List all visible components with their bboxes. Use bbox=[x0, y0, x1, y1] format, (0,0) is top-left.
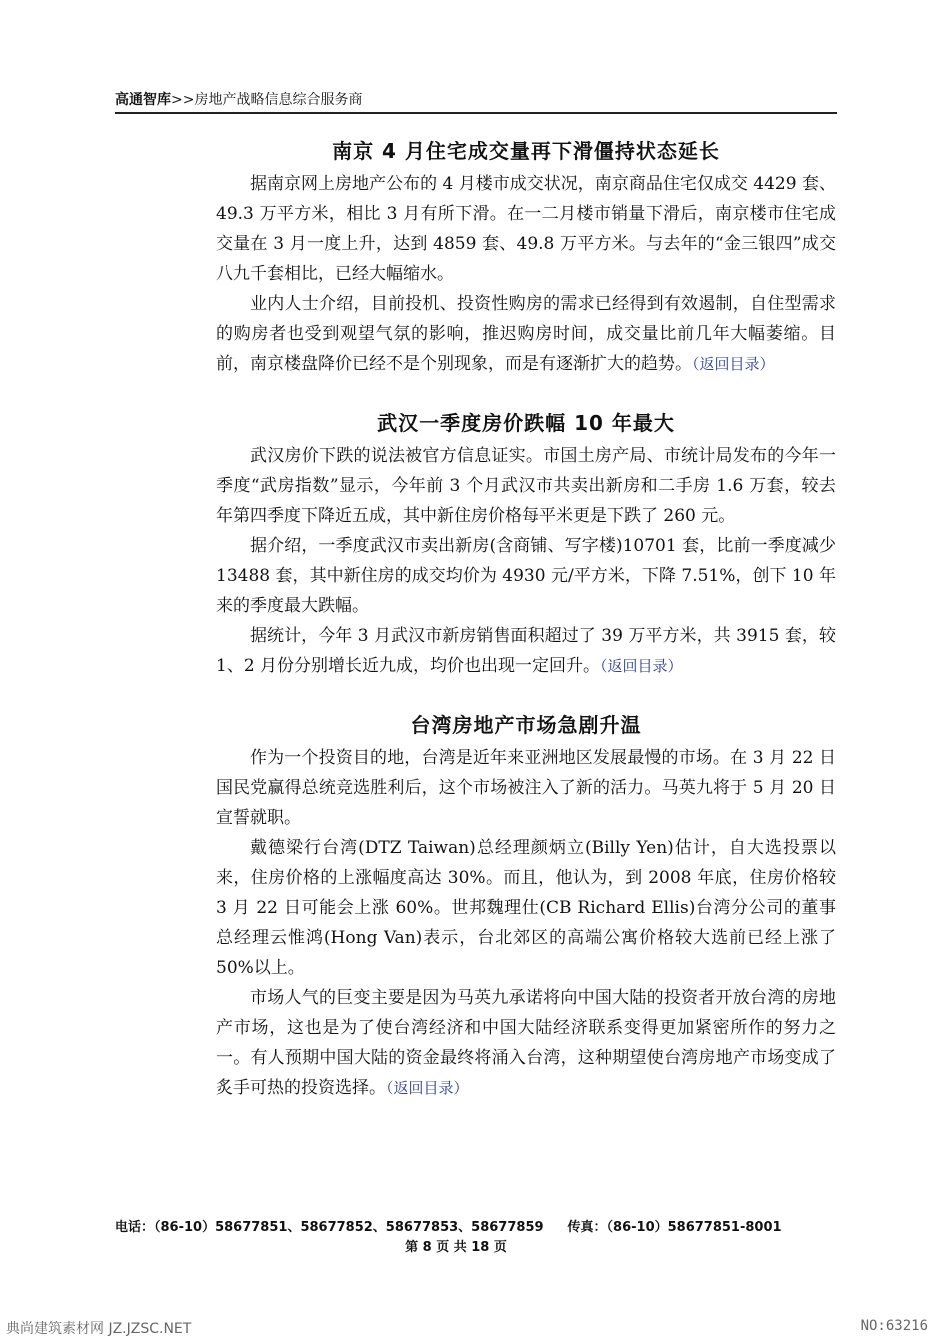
paragraph-text: 据统计，今年 3 月武汉市新房销售面积超过了 39 万平方米，共 3915 套，较 1、2 月份分别增长近九成，均价也出现一定回升。 bbox=[216, 626, 836, 676]
paragraph-text: 市场人气的巨变主要是因为马英九承诺将向中国大陆的投资者开放台湾的房地产市场，这也是为了使台湾经济和中国大陆经济联系变得更加紧密所作的努力之一。有人预期中国大陆的资金最终将涌入台湾，这种期望使台湾房地产市场变成了炙手可热的投资选择。 bbox=[216, 988, 836, 1098]
article-wuhan bbox=[216, 405, 836, 681]
paragraph bbox=[216, 621, 836, 681]
header-separator: >> bbox=[171, 92, 195, 108]
page-footer bbox=[115, 1218, 837, 1258]
footer-fax: 传真：（86-10）58677851-8001 bbox=[567, 1220, 782, 1235]
paragraph bbox=[216, 289, 836, 379]
back-to-toc-link[interactable]: （返回目录） bbox=[600, 657, 683, 675]
article-taiwan bbox=[216, 707, 836, 1103]
paragraph: 据介绍，一季度武汉市卖出新房(含商铺、写字楼)10701 套，比前一季度减少 13488 套，其中新住房的成交均价为 4930 元/平方米，下降 7.51%，创下 10 年来的季度最大跌幅。 bbox=[216, 536, 836, 616]
paragraph: 作为一个投资目的地，台湾是近年来亚洲地区发展最慢的市场。在 3 月 22 日国民党赢得总统竞选胜利后，这个市场被注入了新的活力。马英九将于 5 月 20 日宣誓就职。 bbox=[216, 748, 836, 828]
paragraph bbox=[216, 983, 836, 1103]
paragraph-text: 业内人士介绍，目前投机、投资性购房的需求已经得到有效遏制，自住型需求的购房者也受到观望气氛的影响，推迟购房时间，成交量比前几年大幅萎缩。目前，南京楼盘降价已经不是个别现象，而是有逐渐扩大的趋势。 bbox=[216, 294, 836, 374]
article-title: 台湾房地产市场急剧升温 bbox=[410, 713, 642, 737]
page-header bbox=[115, 90, 837, 114]
article-content bbox=[216, 133, 836, 1103]
article-nanjing bbox=[216, 133, 836, 379]
footer-contact bbox=[115, 1218, 837, 1238]
back-to-toc-link[interactable]: （返回目录） bbox=[386, 1079, 469, 1097]
page-number: 第 8 页 共 18 页 bbox=[405, 1240, 507, 1255]
article-title: 武汉一季度房价跌幅 10 年最大 bbox=[377, 411, 675, 435]
article-title: 南京 4 月住宅成交量再下滑僵持状态延长 bbox=[332, 139, 720, 163]
header-subtitle: 房地产战略信息综合服务商 bbox=[194, 92, 363, 108]
paragraph: 戴德梁行台湾(DTZ Taiwan)总经理颜炳立(Billy Yen)估计，自大选投票以来，住房价格的上涨幅度高达 30%。而且，他认为，到 2008 年底，住房价格较 3 月 22 日可能会上涨 60%。世邦魏理仕(CB Richard Ellis)台湾分公司的董事总经理云惟鸿(Hong Van)表示，台北郊区的高端公寓价格较大选前已经上涨了 50%以上。 bbox=[216, 838, 836, 978]
paragraph: 据南京网上房地产公布的 4 月楼市成交状况，南京商品住宅仅成交 4429 套、49.3 万平方米，相比 3 月有所下滑。在一二月楼市销量下滑后，南京楼市住宅成交量在 3 月一度上升，达到 4859 套、49.8 万平方米。与去年的“金三银四”成交八九千套相比，已经大幅缩水。 bbox=[216, 174, 836, 284]
paragraph: 武汉房价下跌的说法被官方信息证实。市国土房产局、市统计局发布的今年一季度“武房指数”显示，今年前 3 个月武汉市共卖出新房和二手房 1.6 万套，较去年第四季度下降近五成，其中新住房价格每平米更是下跌了 260 元。 bbox=[216, 446, 836, 526]
watermark-site: 典尚建筑素材网 JZ.JZSC.NET bbox=[6, 1321, 192, 1337]
back-to-toc-link[interactable]: （返回目录） bbox=[692, 355, 775, 373]
watermark-number: NO:63216 bbox=[860, 1318, 928, 1334]
footer-phone: 电话：（86-10）58677851、58677852、58677853、58677859 bbox=[115, 1220, 544, 1235]
header-brand: 高通智库 bbox=[115, 92, 171, 108]
